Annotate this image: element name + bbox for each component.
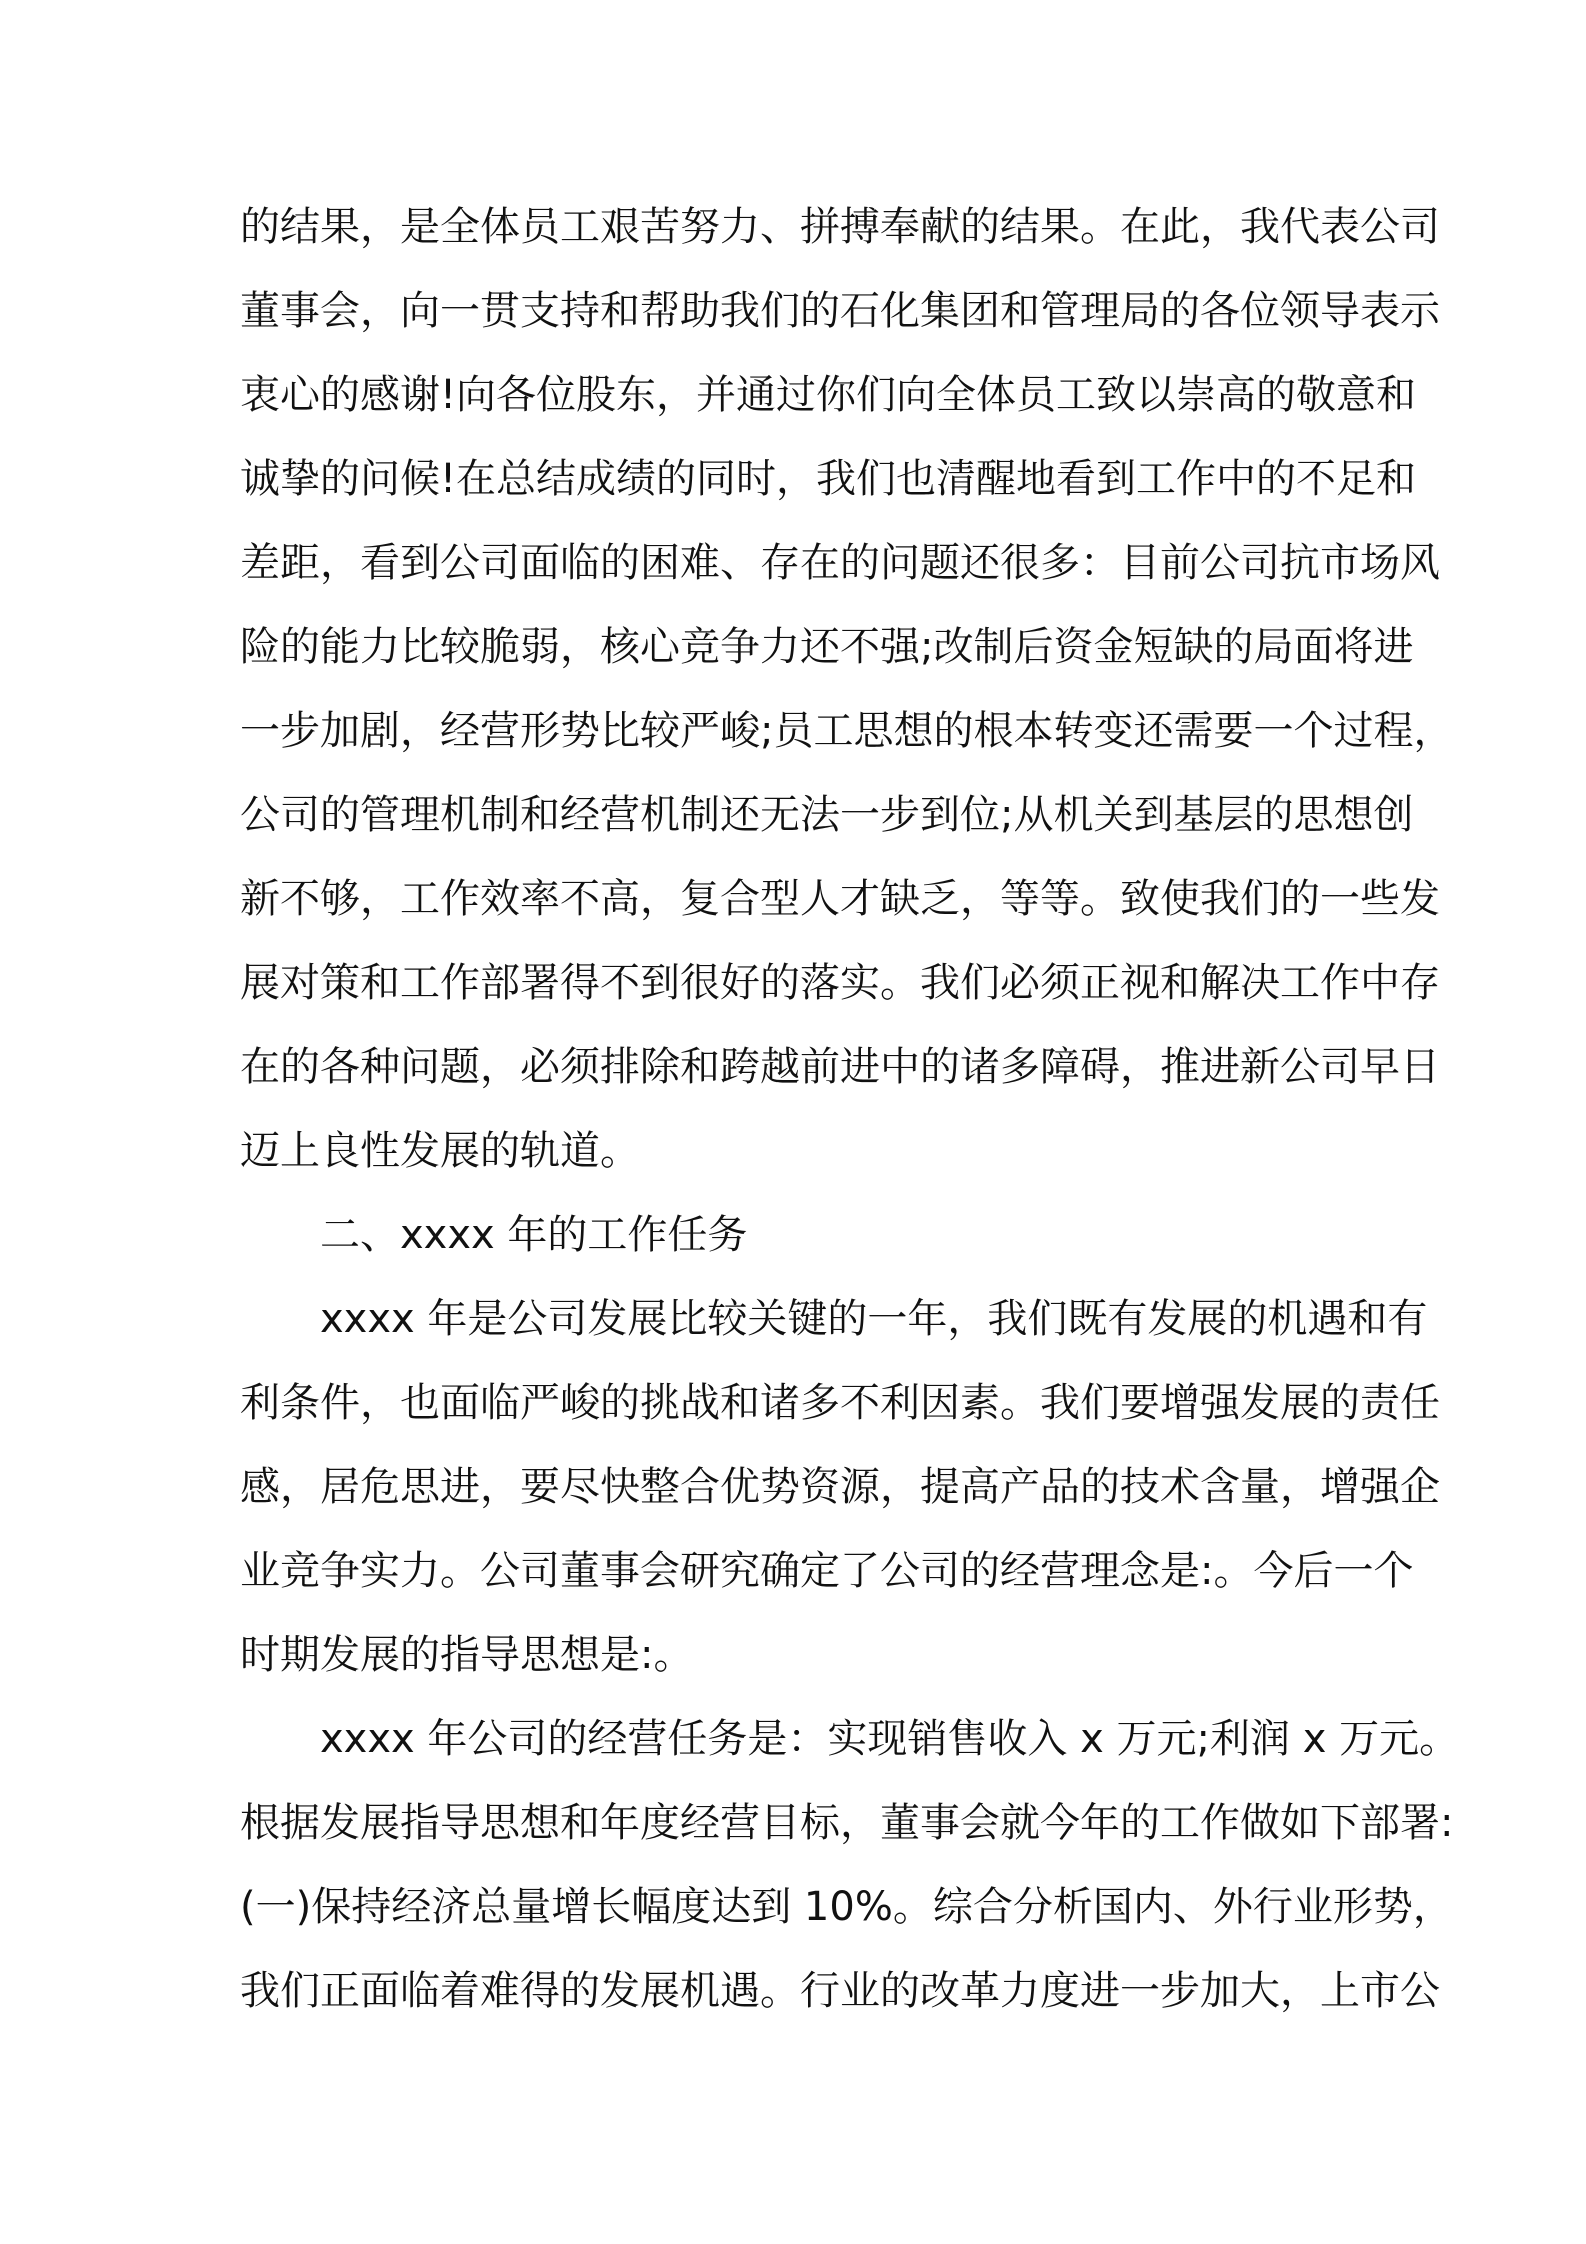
text-line: 衷心的感谢!向各位股东，并通过你们向全体员工致以崇高的敬意和 xyxy=(240,372,1417,418)
text-line: 差距，看到公司面临的困难、存在的问题还很多：目前公司抗市场风 xyxy=(240,540,1440,586)
text-line: 的结果，是全体员工艰苦努力、拼搏奉献的结果。在此，我代表公司 xyxy=(240,204,1440,250)
document-body xyxy=(240,185,1460,2033)
text-line: 新不够，工作效率不高，复合型人才缺乏，等等。致使我们的一些发 xyxy=(240,876,1440,922)
text-line: 利条件，也面临严峻的挑战和诸多不利因素。我们要增强发展的责任 xyxy=(240,1380,1440,1426)
paragraph xyxy=(240,1277,1440,1697)
paragraph xyxy=(240,1697,1460,2033)
text-line: 感，居危思进，要尽快整合优势资源，提高产品的技术含量，增强企 xyxy=(240,1464,1440,1510)
text-line: 一步加剧，经营形势比较严峻;员工思想的根本转变还需要一个过程， xyxy=(240,708,1454,754)
text-line: 公司的管理机制和经营机制还无法一步到位;从机关到基层的思想创 xyxy=(240,792,1414,838)
paragraph xyxy=(240,185,1454,1193)
text-line: 我们正面临着难得的发展机遇。行业的改革力度进一步加大，上市公 xyxy=(240,1968,1440,2014)
text-line: 时期发展的指导思想是:。 xyxy=(240,1632,694,1678)
text-line: 诚挚的问候!在总结成绩的同时，我们也清醒地看到工作中的不足和 xyxy=(240,456,1417,502)
text-line: xxxx 年公司的经营任务是：实现销售收入 x 万元;利润 x 万元。 xyxy=(320,1716,1460,1762)
text-line: 业竞争实力。公司董事会研究确定了公司的经营理念是:。今后一个 xyxy=(240,1548,1414,1594)
heading-text: 二、xxxx 年的工作任务 xyxy=(320,1212,748,1258)
text-line: 展对策和工作部署得不到很好的落实。我们必须正视和解决工作中存 xyxy=(240,960,1440,1006)
text-line: 险的能力比较脆弱，核心竞争力还不强;改制后资金短缺的局面将进 xyxy=(240,624,1414,670)
text-line: 在的各种问题，必须排除和跨越前进中的诸多障碍，推进新公司早日 xyxy=(240,1044,1440,1090)
text-line: 根据发展指导思想和年度经营目标，董事会就今年的工作做如下部署: xyxy=(240,1800,1454,1846)
text-line: 董事会，向一贯支持和帮助我们的石化集团和管理局的各位领导表示 xyxy=(240,288,1440,334)
text-line: (一)保持经济总量增长幅度达到 10%。综合分析国内、外行业形势， xyxy=(240,1884,1453,1930)
text-line: 迈上良性发展的轨道。 xyxy=(240,1128,640,1174)
section-heading xyxy=(240,1193,1350,1277)
text-line: xxxx 年是公司发展比较关键的一年，我们既有发展的机遇和有 xyxy=(320,1296,1428,1342)
